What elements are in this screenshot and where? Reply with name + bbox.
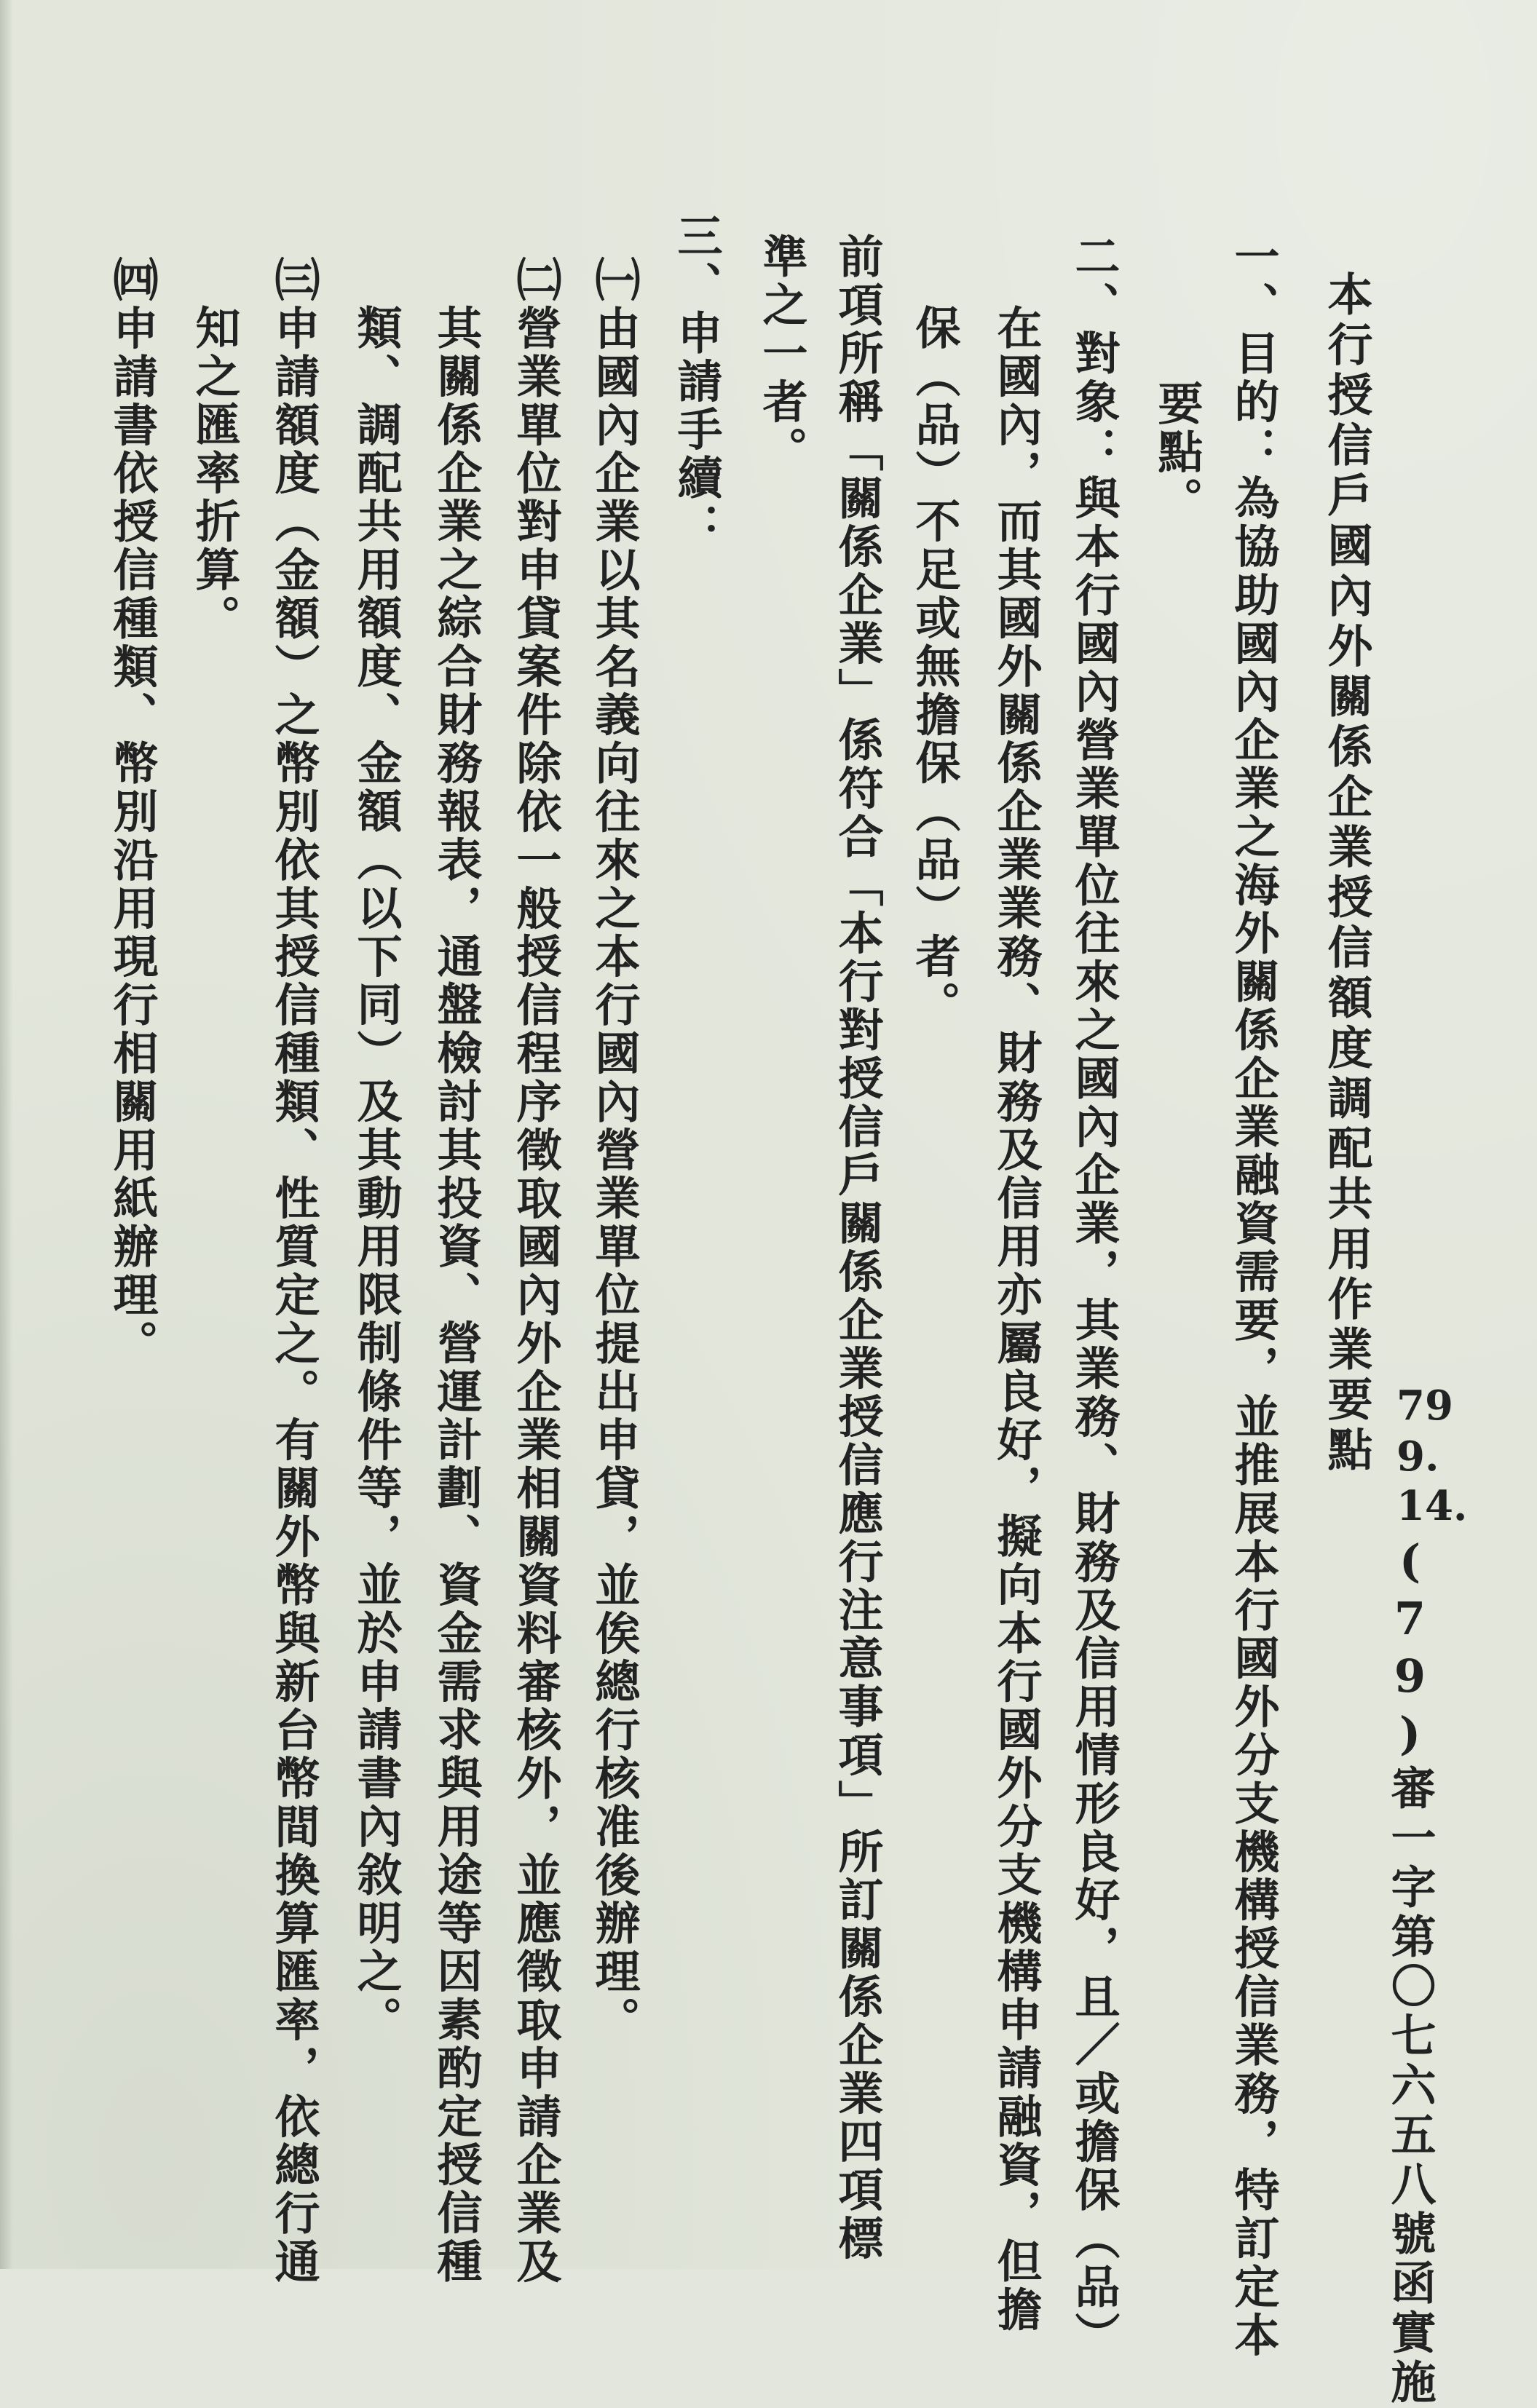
item2-line3: 類、調配共用額度、金額（以下同）及其動用限制條件等，並於申請書內敘明之。 bbox=[349, 304, 403, 2045]
section2-line1: 二、對象：與本行國內營業單位往來之國內企業，其業務、財務及信用情形良好，且／或擔保（品） bbox=[1067, 233, 1121, 2360]
section2-line4: 前項所稱「關係企業」係符合「本行對授信戶關係企業授信應行注意事項」所訂關係企業四項標 bbox=[831, 233, 884, 2263]
item3-line2: 知之匯率折算。 bbox=[188, 304, 241, 643]
section2-line3: 保（品）不足或無擔保（品）者。 bbox=[908, 304, 961, 1029]
item1-line1: ㈠由國內企業以其名義向往來之本行國內營業單位提出申貸，並俟總行核准後辦理。 bbox=[588, 256, 641, 2045]
date-day: 14. bbox=[1396, 1482, 1468, 1530]
page-edge-shadow bbox=[0, 0, 13, 2269]
item2-line1: ㈡營業單位對申貸案件除依一般授信程序徵取國內外企業相關資料審核外，並應徵取申請企業及 bbox=[509, 256, 562, 2286]
section2-line5: 準之一者。 bbox=[755, 233, 808, 475]
item3-line1: ㈢申請額度（金額）之幣別依其授信種類、性質定之。有關外幣與新台幣間換算匯率，依總行通 bbox=[267, 256, 320, 2286]
section1-line1: 一、目的：為協助國內企業之海外關係企業融資需要，並推展本行國外分支機構授信業務，特訂定本 bbox=[1227, 233, 1280, 2360]
item4-line1: ㈣申請書依授信種類、幣別沿用現行相關用紙辦理。 bbox=[106, 256, 159, 1369]
item2-line2: 其關係企業之綜合財務報表，通盤檢討其投資、營運計劃、資金需求與用途等因素酌定授信種 bbox=[430, 304, 483, 2286]
section1-line2: 要點。 bbox=[1150, 380, 1204, 526]
section3-heading: 三、申請手續： bbox=[670, 213, 723, 551]
document-title: 本行授信戶國內外關係企業授信額度調配共用作業要點 bbox=[1320, 271, 1373, 1476]
reference-number: (79)審一字第〇七六五八號函實施 bbox=[1383, 1534, 1437, 2408]
date-year: 79 bbox=[1396, 1382, 1453, 1430]
date-month: 9. bbox=[1396, 1433, 1439, 1481]
section2-line2: 在國內，而其國外關係企業業務、財務及信用亦屬良好，擬向本行國外分支機構申請融資，但擔 bbox=[989, 304, 1043, 2334]
